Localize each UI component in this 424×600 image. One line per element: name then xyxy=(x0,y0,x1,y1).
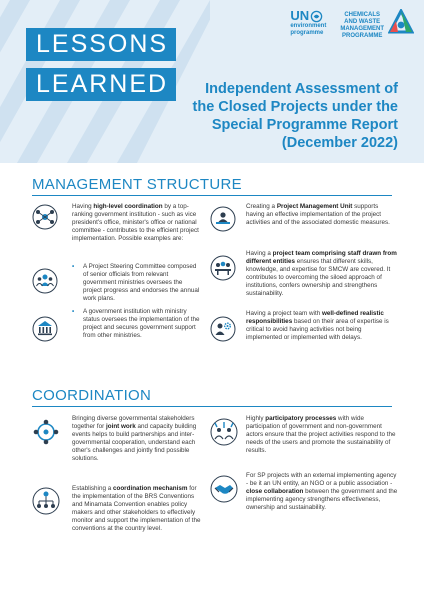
circle-of-people-icon xyxy=(32,418,60,446)
report-title: Independent Assessment of the Closed Projects under the Special Programme Report (December 2022) xyxy=(192,81,398,151)
team-icon xyxy=(210,255,236,281)
management-divider xyxy=(32,195,392,196)
lessons-learned-badge xyxy=(26,28,178,108)
raised-hands-icon xyxy=(210,418,238,446)
lessons-label: LESSONS xyxy=(26,28,176,61)
bullet-dot: • xyxy=(72,308,75,315)
unep-sub1: environment xyxy=(290,23,327,29)
unep-logo-text: UN xyxy=(290,8,310,23)
coordination-item-collaboration: For SP projects with an external implementing agency - be it an UN entity, an NGO or a public association - close collaboration between the government and the implementing agency strengthens effectiveness, ownership and sustainability. xyxy=(246,472,398,512)
triangle-logo-icon xyxy=(388,9,414,35)
un-emblem-icon xyxy=(310,10,323,23)
coordination-section-title: COORDINATION xyxy=(32,387,152,404)
government-building-icon xyxy=(32,316,58,342)
coordination-item-joint-work: Bringing diverse governmental stakeholders together for joint work and capacity building events helps to build partnerships and inter-governmental cooperation, understand each other's challenges and jointly find possible solutions. xyxy=(72,415,197,463)
management-bullet-government-institution: • A government institution with ministry status oversees the implementation of the project and secures government support from other ministries. xyxy=(72,308,200,340)
people-group-icon xyxy=(32,268,58,294)
header-banner xyxy=(0,0,424,163)
management-item-coordination: Having high-level coordination by a top-ranking government institution - such as vice president's office, minister's office or national committee - contributes to the efficient project implementation. Possible examples are: xyxy=(72,203,199,243)
management-bullet-steering-committee: • A Project Steering Committee composed of senior officials from relevant government ministries oversees the project progress and endorses the annual work plans. xyxy=(72,263,200,303)
unep-sub2: programme xyxy=(290,30,324,36)
cwm-logo-text: CHEMICALS AND WASTE MANAGEMENT PROGRAMME xyxy=(340,12,384,39)
handshake-icon xyxy=(210,475,238,503)
logos xyxy=(290,9,414,49)
unep-logo xyxy=(290,9,326,37)
management-item-pmu: Creating a Project Management Unit supports having an effective implementation of the project activities and of the associated domestic measures. xyxy=(246,203,390,227)
management-item-project-team: Having a project team comprising staff drawn from different entities ensures that different skills, knowledge, and expertise for SMCW are covered. It contributes to overcoming the siloed approach of institutions, confers ownership and strengthens sustainability. xyxy=(246,250,397,298)
bullet-dot: • xyxy=(72,263,75,270)
coordination-item-participatory: Highly participatory processes with wide participation of government and non-government actors ensure that the project activities respond to the needs of the users and promote the sustainability of results. xyxy=(246,415,396,455)
management-item-responsibilities: Having a project team with well-defined realistic responsibilities based on their area of expertise is critical to avoid having activities not being implemented or implemented with delays. xyxy=(246,310,389,342)
person-gear-icon xyxy=(210,316,236,342)
management-section-title: MANAGEMENT STRUCTURE xyxy=(32,176,242,193)
learned-label: LEARNED xyxy=(26,68,176,101)
coordination-item-mechanism: Establishing a coordination mechanism for the implementation of the BRS Conventions and Minamata Convention enables policy makers and other stakeholders to effectively monitor and support the implementation of the conventions at the country level. xyxy=(72,485,201,533)
hierarchy-icon xyxy=(32,487,60,515)
cwm-logo xyxy=(340,9,414,40)
desk-worker-icon xyxy=(210,206,236,232)
network-icon xyxy=(32,204,58,230)
coordination-divider xyxy=(32,406,392,407)
